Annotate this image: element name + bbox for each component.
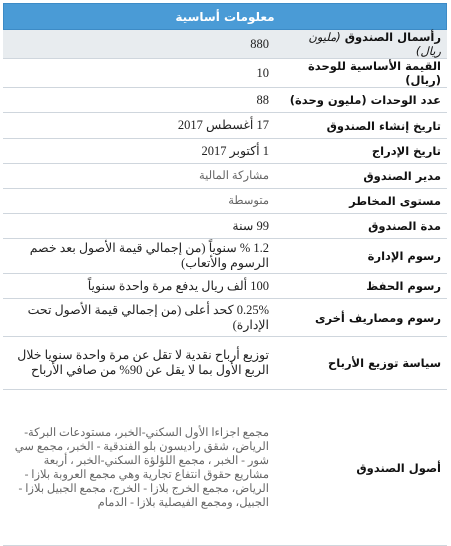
row-label: رسوم الحفظ [275,274,447,299]
row-label: مستوى المخاطر [275,189,447,214]
table-row-fund-capital [3,30,447,59]
table-row-risk-level [3,189,447,214]
row-label: عدد الوحدات (مليون وحدة) [275,88,447,113]
row-value: 88 [3,88,275,113]
row-value: 17 أغسطس 2017 [3,113,275,139]
table-row-unit-base-value [3,59,447,88]
row-value: 1 أكتوبر 2017 [3,139,275,164]
table-row-units-count [3,88,447,113]
table-row-establishment-date [3,113,447,139]
row-value: متوسطة [3,189,275,214]
row-value: مشاركة المالية [3,164,275,189]
row-value: 100 ألف ريال يدفع مرة واحدة سنوياً [3,274,275,299]
row-label: تاريخ الإدراج [275,139,447,164]
row-label-unit: (مليون ريال) [308,30,441,58]
table-row-fund-manager [3,164,447,189]
table-row-listing-date [3,139,447,164]
table-row-fund-assets [3,390,447,546]
table-row-dividend-policy [3,337,447,390]
row-label: القيمة الأساسية للوحدة (ريال) [275,59,447,88]
row-label: رأسمال الصندوق (مليون ريال) [275,30,447,59]
row-value: 10 [3,59,275,88]
row-label: سياسة توزيع الأرباح [275,337,447,390]
table-header-title: معلومات أساسية [175,9,275,24]
table-row-fund-term [3,214,447,239]
basic-info-table-container [3,3,447,546]
row-label: تاريخ إنشاء الصندوق [275,113,447,139]
row-value: مجمع اجزاءا الأول السكني-الخبر، مستودعات البركة-الرياض، شقق راديسون بلو الفندقية - الخبر، مجمع سي شور - الخبر ، مجمع اللؤلؤة السكني-الخبر ، أربعة مشاريع حقوق انتفاع تجارية وهي مجمع العروبة بلازا - الرياض، مجمع الخرج بلازا - الخرج، مجمع الجبيل بلازا - الجبيل، ومجمع الفيصلية بلازا - الدمام [3,390,275,546]
table-row-other-fees [3,299,447,337]
row-label: رسوم ومصاريف أخرى [275,299,447,337]
row-value: توزيع أرباح نقدية لا تقل عن مرة واحدة سنويا خلال الربع الأول بما لا يقل عن 90% من صافي الأرباح [3,337,275,390]
row-label: أصول الصندوق [275,390,447,546]
row-label: مدة الصندوق [275,214,447,239]
basic-info-table [3,30,447,546]
row-value: 880 [3,30,275,59]
table-row-custody-fees [3,274,447,299]
row-value: 0.25% كحد أعلى (من إجمالي قيمة الأصول تحت الإدارة) [3,299,275,337]
row-value: 99 سنة [3,214,275,239]
row-label: رسوم الإدارة [275,239,447,274]
table-row-management-fees [3,239,447,274]
row-label: مدير الصندوق [275,164,447,189]
table-header [3,3,447,30]
row-value: 1.2 % سنوياً (من إجمالي قيمة الأصول بعد خصم الرسوم والأتعاب) [3,239,275,274]
